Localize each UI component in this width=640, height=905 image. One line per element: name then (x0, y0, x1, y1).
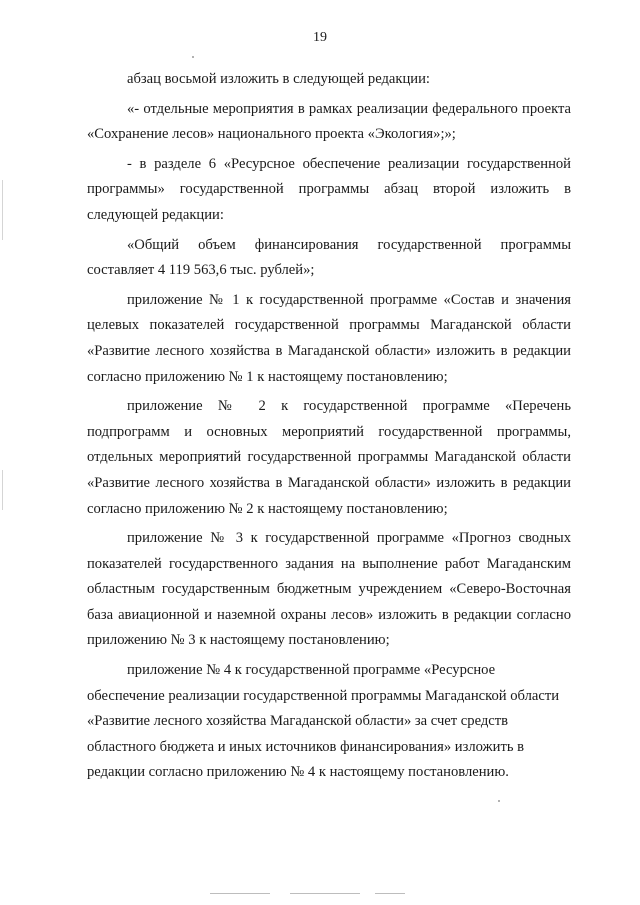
scan-edge-mark (2, 470, 3, 510)
paragraph: приложение № 4 к государственной программе «Ресурсное обеспечение реализации государственной программы Магаданской области «Развитие лесного хозяйства Магаданской области» за счет средств областного бюджета и иных источников финансирования» изложить в редакции согласно приложению № 4 к настоящему постановлению. (87, 662, 560, 781)
scan-dot (498, 800, 500, 802)
paragraph: приложение № 3 к государственной программе «Прогноз сводных показателей государственного задания на выполнение работ Магаданским областным государственным бюджетным учреждением «Северо-Восточная база авиационной и наземной охраны лесов» изложить в редакции согласно приложению № 3 к настоящему постановлению; (87, 530, 571, 649)
paragraph: «- отдельные мероприятия в рамках реализации федерального проекта «Сохранение лесов» национального проекта «Экология»;»; (87, 100, 571, 143)
paragraph: приложение № 1 к государственной программе «Состав и значения целевых показателей государственной программы Магаданской области «Развитие лесного хозяйства в Магаданской области» изложить в редакции согласно приложению № 1 к настоящему постановлению; (87, 291, 571, 385)
scan-dot (192, 56, 194, 58)
paragraph: приложение № 2 к государственной программе «Перечень подпрограмм и основных мероприятий государственной программы, отдельных мероприятий государственной программы Магаданской области «Развитие лесного хозяйства в Магаданской области» изложить в редакции согласно приложению № 2 к настоящему постановлению; (87, 398, 571, 517)
document-body (87, 67, 571, 790)
paragraph: абзац восьмой изложить в следующей редакции: (127, 71, 430, 87)
paragraph: - в разделе 6 «Ресурсное обеспечение реализации государственной программы» государственной программы абзац второй изложить в следующей редакции: (87, 155, 571, 223)
scan-bottom-mark (290, 893, 360, 894)
paragraph: «Общий объем финансирования государственной программы составляет 4 119 563,6 тыс. рублей»; (87, 236, 571, 279)
scan-bottom-mark (375, 893, 405, 894)
scan-bottom-mark (210, 893, 270, 894)
scan-edge-mark (2, 180, 3, 240)
page-number: 19 (313, 30, 327, 45)
